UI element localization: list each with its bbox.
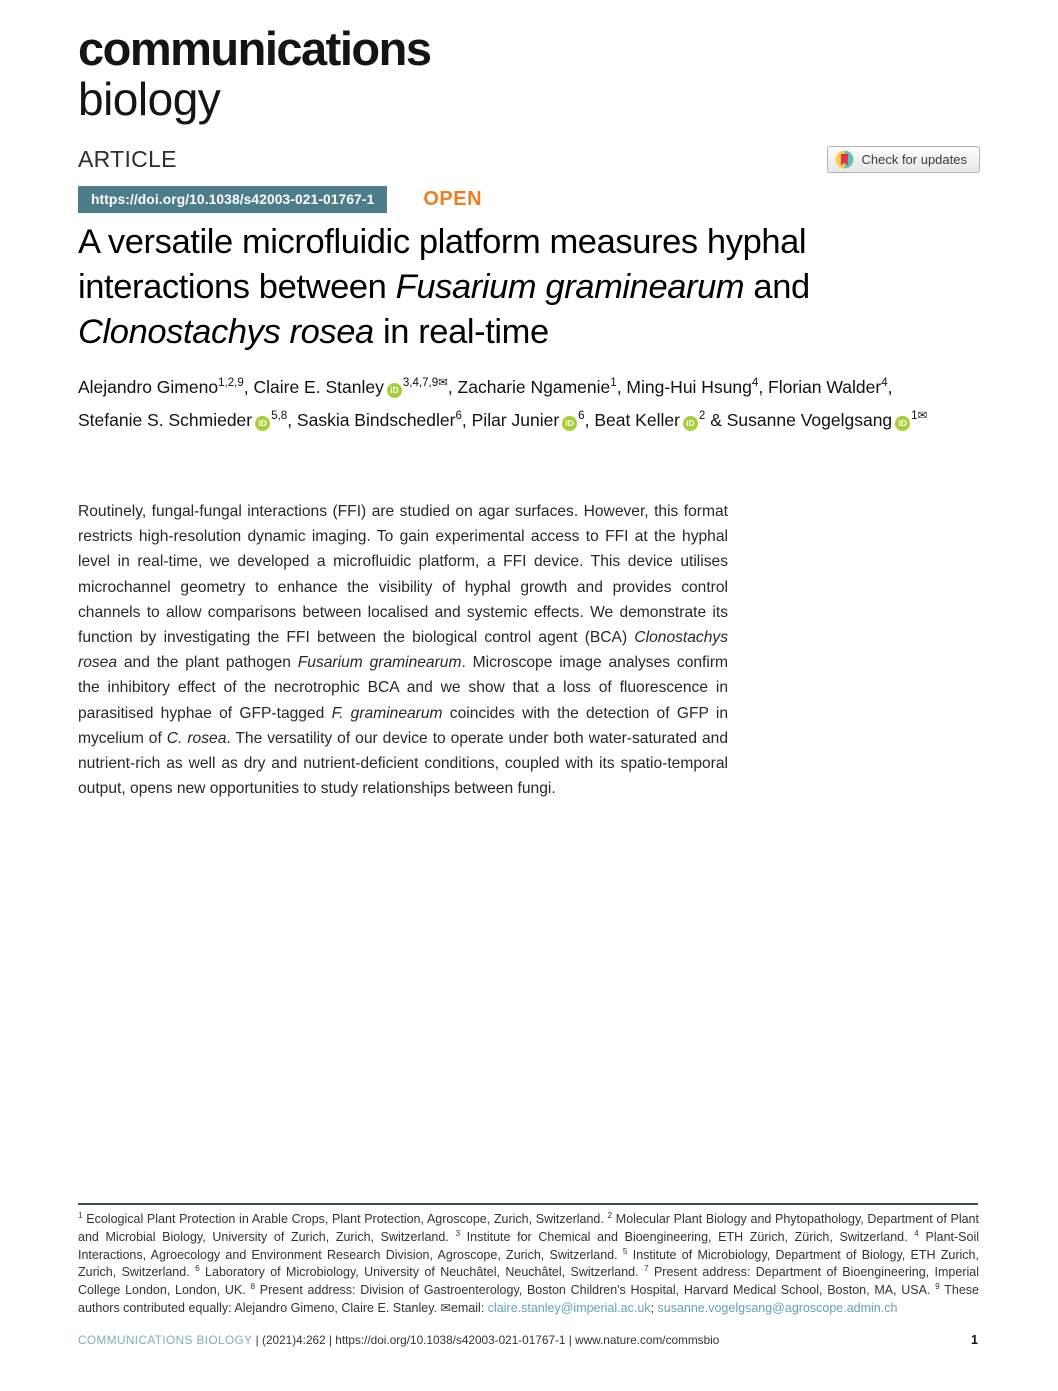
text-segment: , Claire E. Stanley	[243, 377, 384, 397]
footnotes-divider	[78, 1203, 978, 1205]
crossmark-icon	[835, 150, 854, 169]
text-segment: Institute for Chemical and Bioengineering, ETH Zürich, Zürich, Switzerland.	[460, 1229, 915, 1244]
text-segment: Molecular Plant Biology and Phytopathology, Department of Plant and Microbial Biology, University of Zurich, Zurich, Switzerland.	[78, 1212, 979, 1244]
superscript: 4	[751, 377, 759, 390]
text-segment: Clonostachys rosea	[78, 629, 728, 672]
text-segment: Routinely, fungal-fungal interactions (FFI) are studied on agar surfaces. However, this format restricts high-resolution dynamic imaging. To gain experimental access to FFI at the hyphal level in real-time, we developed a microfluidic platform, a FFI device. This device utilises microchannel geometry to enhance the visibility of hyphal growth and provides control channels to allow comparisons between localised and systemic effects. We demonstrate its function by investigating the FFI between the biological control agent (BCA)	[78, 503, 728, 647]
superscript-with-envelope-icon: 1✉	[911, 410, 928, 423]
text-segment: and the plant pathogen	[117, 654, 298, 672]
text-segment: interactions between	[78, 268, 396, 306]
text-segment: Ecological Plant Protection in Arable Crops, Plant Protection, Agroscope, Zurich, Switzerland.	[82, 1212, 608, 1226]
text-segment: A versatile microfluidic platform measures hyphal	[78, 223, 807, 261]
check-for-updates-button[interactable]	[827, 146, 980, 173]
text-segment: , Ming-Hui Hsung	[616, 377, 752, 397]
article-title-line	[78, 220, 990, 265]
superscript: 2	[607, 1210, 613, 1220]
text-segment: ,	[887, 377, 893, 397]
superscript: 4	[914, 1228, 919, 1238]
journal-logo-line1: communications	[78, 22, 431, 75]
text-segment: Plant-Soil Interactions, Agroecology and Environment Research Division, Agroscope, Zurich, Switzerland.	[78, 1229, 979, 1262]
text-segment: ;	[650, 1300, 658, 1315]
text-segment: Alejandro Gimeno	[78, 377, 219, 397]
superscript: 5,8	[271, 410, 288, 423]
text-segment: , Saskia Bindschedler	[287, 410, 456, 430]
email-link[interactable]: claire.stanley@imperial.ac.uk	[487, 1300, 651, 1315]
superscript: 1,2,9	[218, 377, 244, 390]
orcid-id-icon[interactable]: iD	[255, 416, 270, 431]
affiliations-footnotes	[78, 1211, 979, 1318]
author-list	[78, 371, 998, 437]
orcid-id-icon[interactable]: iD	[387, 383, 402, 398]
text-segment: , Pilar Junier	[461, 410, 560, 430]
text-segment: Institute of Microbiology, Department of Biology, ETH Zurich, Zurich, Switzerland.	[78, 1247, 979, 1280]
text-segment: Fusarium graminearum	[395, 268, 745, 306]
superscript: 4	[881, 377, 888, 390]
superscript: 6	[578, 410, 585, 423]
journal-logo-line2: biology	[78, 72, 221, 125]
author-list-line	[78, 404, 998, 437]
text-segment: Present address: Division of Gastroenterology, Boston Children's Hospital, Harvard Medical School, Boston, MA, USA.	[255, 1283, 936, 1298]
text-segment: Fusarium graminearum	[297, 654, 462, 672]
text-segment: ✉email:	[440, 1300, 488, 1315]
page-footer	[78, 1333, 978, 1347]
text-segment: , Florian Walder	[758, 377, 882, 397]
superscript: 1	[78, 1210, 83, 1220]
superscript: 7	[643, 1264, 649, 1274]
superscript: 5	[622, 1246, 628, 1256]
open-access-label: OPEN	[423, 188, 483, 210]
text-segment: . Microscope image analyses confirm the inhibitory effect of the necrotrophic BCA and we show that a loss of fluorescence in parasitised hyphae of GFP-tagged	[78, 654, 729, 722]
email-link[interactable]: susanne.vogelgsang@agroscope.admin.ch	[657, 1300, 898, 1315]
superscript: 3	[455, 1228, 461, 1238]
superscript: 1	[610, 377, 617, 390]
abstract-paragraph	[78, 499, 728, 801]
text-segment: | (2021)4:262 | https://doi.org/10.1038/s42003-021-01767-1 | www.nature.com/commsbio	[252, 1333, 720, 1347]
author-list-line	[78, 371, 998, 404]
text-segment: C. rosea	[166, 729, 227, 747]
text-segment: These authors contributed equally: Alejandro Gimeno, Claire E. Stanley.	[78, 1283, 979, 1315]
superscript: 8	[250, 1282, 256, 1292]
text-segment: Clonostachys rosea	[78, 313, 374, 351]
article-title-line	[78, 265, 990, 310]
orcid-id-icon[interactable]: iD	[683, 416, 698, 431]
text-segment: and	[744, 268, 810, 306]
article-title	[78, 220, 990, 355]
text-segment: , Beat Keller	[584, 410, 680, 430]
superscript: 9	[935, 1282, 940, 1292]
check-for-updates-label: Check for updates	[861, 152, 967, 167]
text-segment: & Susanne Vogelgsang	[705, 410, 893, 430]
doi-link-badge[interactable]: https://doi.org/10.1038/s42003-021-01767-1	[78, 186, 387, 213]
doi-open-row	[78, 186, 482, 213]
journal-logo	[78, 24, 430, 123]
text-segment: coincides with the detection of GFP in mycelium of	[78, 704, 728, 747]
text-segment: , Zacharie Ngamenie	[447, 377, 611, 397]
superscript: 6	[455, 410, 462, 423]
article-title-line	[78, 310, 990, 355]
journal-name-text: COMMUNICATIONS BIOLOGY	[78, 1333, 253, 1347]
footer-citation-line	[78, 1333, 719, 1347]
text-segment: F. graminearum	[331, 704, 443, 722]
orcid-id-icon[interactable]: iD	[895, 416, 910, 431]
text-segment: Present address: Department of Bioengineering, Imperial College London, London, UK.	[78, 1265, 980, 1298]
article-type-label: ARTICLE	[78, 146, 177, 172]
superscript-with-envelope-icon: 3,4,7,9✉	[402, 377, 448, 390]
page-number: 1	[971, 1333, 978, 1347]
text-segment: Laboratory of Microbiology, University of Neuchâtel, Neuchâtel, Switzerland.	[199, 1265, 644, 1280]
text-segment: in real-time	[373, 313, 549, 351]
orcid-id-icon[interactable]: iD	[562, 416, 577, 431]
text-segment: . The versatility of our device to operate under both water-saturated and nutrient-rich as well as dry and nutrient-deficient conditions, coupled with its spatio-temporal output, opens new opportunities to study relationships between fungi.	[78, 729, 729, 798]
text-segment: Stefanie S. Schmieder	[78, 410, 253, 430]
superscript: 6	[195, 1264, 200, 1274]
superscript: 2	[698, 410, 706, 423]
